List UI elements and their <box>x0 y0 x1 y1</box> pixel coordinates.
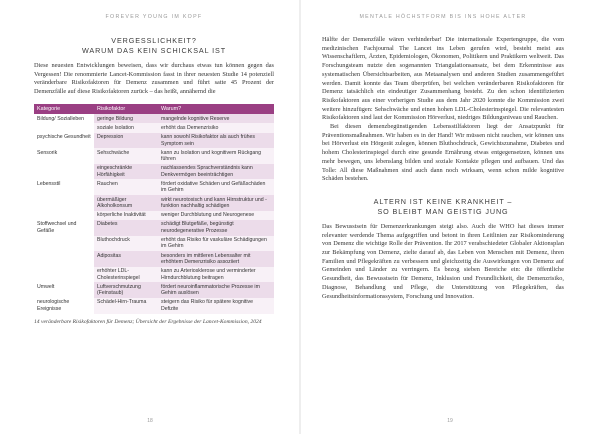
header-why: Warum? <box>158 104 274 114</box>
cell-category: Umwelt <box>34 282 94 298</box>
table-row <box>34 114 274 123</box>
cell-risk-factor: Schädel-Hirn-Trauma <box>94 298 158 314</box>
running-head-right: MENTALE HÖCHSTFORM BIS INS HOHE ALTER <box>359 14 527 20</box>
cell-why: nachlassendes Sprachverständnis kann Denkvermögen beeinträchtigen <box>158 164 274 180</box>
cell-risk-factor: soziale Isolation <box>94 123 158 132</box>
cell-category: Sensorik <box>34 148 94 164</box>
cell-risk-factor: geringe Bildung <box>94 114 158 123</box>
cell-category <box>34 164 94 180</box>
page-number-left: 18 <box>147 418 153 424</box>
cell-risk-factor: Adipositas <box>94 251 158 267</box>
cell-why: kann sowohl Risikofaktor als auch frühes Symptom sein <box>158 133 274 149</box>
cell-category: neurologische Ereignisse <box>34 298 94 314</box>
cell-why: wirkt neurotoxisch und kann Hirnstruktur und -funktion nachhaltig schädigen <box>158 195 274 211</box>
table-row <box>34 251 274 267</box>
table-row <box>34 282 274 298</box>
table-row <box>34 220 274 236</box>
cell-why: fördert neuroinflammatorische Prozesse im Gehirn auslösen <box>158 282 274 298</box>
table-row <box>34 236 274 252</box>
cell-risk-factor: Bluthochdruck <box>94 236 158 252</box>
cell-risk-factor: Rauchen <box>94 179 158 195</box>
table-header-row <box>34 104 274 114</box>
table-row <box>34 123 274 132</box>
section-heading-aging <box>322 197 564 217</box>
cell-why: besonders im mittleren Lebensalter mit erhöhtem Demenzrisiko assoziiert <box>158 251 274 267</box>
page-number-right: 19 <box>447 418 453 424</box>
table-row <box>34 148 274 164</box>
paragraph-lancet <box>322 36 564 123</box>
section-heading-forgetfulness <box>34 36 274 56</box>
cell-category <box>34 251 94 267</box>
cell-risk-factor: Luftverschmutzung (Feinstaub) <box>94 282 158 298</box>
cell-why: kann zu Arteriosklerose und verminderter Hirndurchblutung beitragen <box>158 267 274 283</box>
cell-risk-factor: übermäßiger Alkoholkonsum <box>94 195 158 211</box>
cell-risk-factor: erhöhter LDL-Cholesterinspiegel <box>94 267 158 283</box>
header-risk-factor: Risikofaktor <box>94 104 158 114</box>
cell-risk-factor: Sehschwäche <box>94 148 158 164</box>
paragraph-prevention: Bei diesen demenzbegünstigenden Lebensstilfaktoren liegt der Ansatzpunkt für Präventionsmaßnahmen. Wir haben es in der Hand! Wir müssen nicht rauchen, wir können uns bei Hörverlust ein Hörgerät zulegen, können Bluthochdruck, Gewichtszunahme, Diabetes und hohem Cholesterinspiegel durch eine gesunde Ernährung etwas entgegensetzen, können uns mehr bewegen, uns lebenslang bilden und soziale Kontakte pflegen und aufbauen. Und das Tolle: All diese Maßnahmen sind auch dann noch wirksam, wenn schon milde kognitive Schäden bestehen. <box>322 123 564 183</box>
table-caption: 14 veränderbare Risikofaktoren für Demenz; Übersicht der Ergebnisse der Lancet-Kommission, 2024 <box>34 318 262 325</box>
heading-line-1: VERGESSLICHKEIT? <box>111 36 197 45</box>
running-head-left: FOREVER YOUNG IM KOPF <box>105 14 203 20</box>
cell-category <box>34 236 94 252</box>
right-page <box>300 0 600 434</box>
cell-why: kann zu Isolation und kognitivem Rückgang führen <box>158 148 274 164</box>
cell-why: schädigt Blutgefäße, begünstigt neurodegenerative Prozesse <box>158 220 274 236</box>
cell-why: erhöht das Risiko für vaskuläre Schädigungen im Gehirn <box>158 236 274 252</box>
cell-risk-factor: eingeschränkte Hörfähigkeit <box>94 164 158 180</box>
cell-risk-factor: körperliche Inaktivität <box>94 211 158 220</box>
table-row <box>34 267 274 283</box>
cell-why: mangelnde kognitive Reserve <box>158 114 274 123</box>
cell-risk-factor: Diabetes <box>94 220 158 236</box>
cell-category <box>34 123 94 132</box>
cell-category <box>34 211 94 220</box>
cell-why: steigern das Risiko für spätere kognitive Defizite <box>158 298 274 314</box>
cell-why: fördert oxidative Schäden und Gefäßschäden im Gehirn <box>158 179 274 195</box>
table-row <box>34 211 274 220</box>
table-row <box>34 179 274 195</box>
heading-line-2: SO BLEIBT MAN GEISTIG JUNG <box>377 206 509 216</box>
cell-category: Stoffwechsel und Gefäße <box>34 220 94 236</box>
table-row <box>34 164 274 180</box>
header-category: Kategorie <box>34 104 94 114</box>
cell-why: erhöht das Demenzrisiko <box>158 123 274 132</box>
cell-category: psychische Gesundheit <box>34 133 94 149</box>
table-row <box>34 195 274 211</box>
paragraph-who: Das Bewusstsein für Demenzerkrankungen steigt also. Auch die WHO hat dieses immer relevanter werdende Thema aufgegriffen und betont in ihren Leitlinien zur Risikominderung von Demenz die wichtige Rolle der Prävention. Ihr 2017 verabschiedeter Globaler Aktionsplan zur Bekämpfung von Demenz, zielte darauf ab, das Leben von Menschen mit Demenz, ihren Familien und Pflegekräften zu verbessern und gleichzeitig die Auswirkungen von Demenz auf Gemeinden und Länder zu verringern. Es bezog sieben Bereiche ein: die öffentliche Gesundheit, das Bewusstsein für Demenz, Inklusion und Freundlichkeit, die Demenzrisiko, Diagnose, Behandlung und Pflege, die Unterstützung von Pflegekräften, das Gesundheitsinformationssystem, Forschung und Innovation. <box>322 222 564 300</box>
risk-factor-table <box>34 104 274 314</box>
paragraph-lancet-text: Hälfte der Demenzfälle wären verhinderbar! Die internationale Expertengruppe, die vom medizinischen Fachjournal The Lancet ins Leben gerufen wird, besteht meist aus Wissenschaftlern, Ärzten, Epidemiologen, Ökonomen, Politikern und Praktikern weltweit. Das Forschungsteam nutzte den sogenannten Triangulationsansatz, bei dem Erkenntnisse aus systematischen Übersichtsarbeiten, aus Metaanalysen und anderen Studien zusammengeführt werden. Damit konnte das Team überprüfen, bei welchen veränderbaren Risikofaktoren für Demenz tatsächlich ein eindeutiger Zusammenhang besteht. Zu den schon identifizierten Risikofaktoren aus einer vorherigen Studie aus dem Jahr 2020 konnte die Kommission zwei weitere hinzufügen: Sehschwäche und einen hohen LDL-Cholesterinspiegel. Die relevantesten Risikofaktoren sind laut der Kommission Hörverlust, niedriges Bildungsniveau und Rauchen. <box>322 36 564 122</box>
cell-category <box>34 267 94 283</box>
cell-risk-factor: Depression <box>94 133 158 149</box>
risk-table-body <box>34 114 274 313</box>
table-row <box>34 298 274 314</box>
heading-line-1: ALTERN IST KEINE KRANKHEIT – <box>373 196 513 206</box>
cell-why: weniger Durchblutung und Neurogenese <box>158 211 274 220</box>
cell-category <box>34 195 94 211</box>
cell-category: Bildung/ Sozialleben <box>34 114 94 123</box>
table-row <box>34 133 274 149</box>
intro-paragraph: Diese neuesten Entwicklungen beweisen, dass wir durchaus etwas tun können gegen das Vergessen! Die renommierte Lancet-Kommission fasst in ihrer neuesten Studie 14 potenziell veränderbare Risikofaktoren für Demenz zusammen und führt satte 45 Prozent der Demenzfälle auf diese Risikofaktoren zurück – das heißt, annähernd die <box>34 62 274 96</box>
heading-line-2: WARUM DAS KEIN SCHICKSAL IST <box>81 46 227 55</box>
cell-category: Lebensstil <box>34 179 94 195</box>
